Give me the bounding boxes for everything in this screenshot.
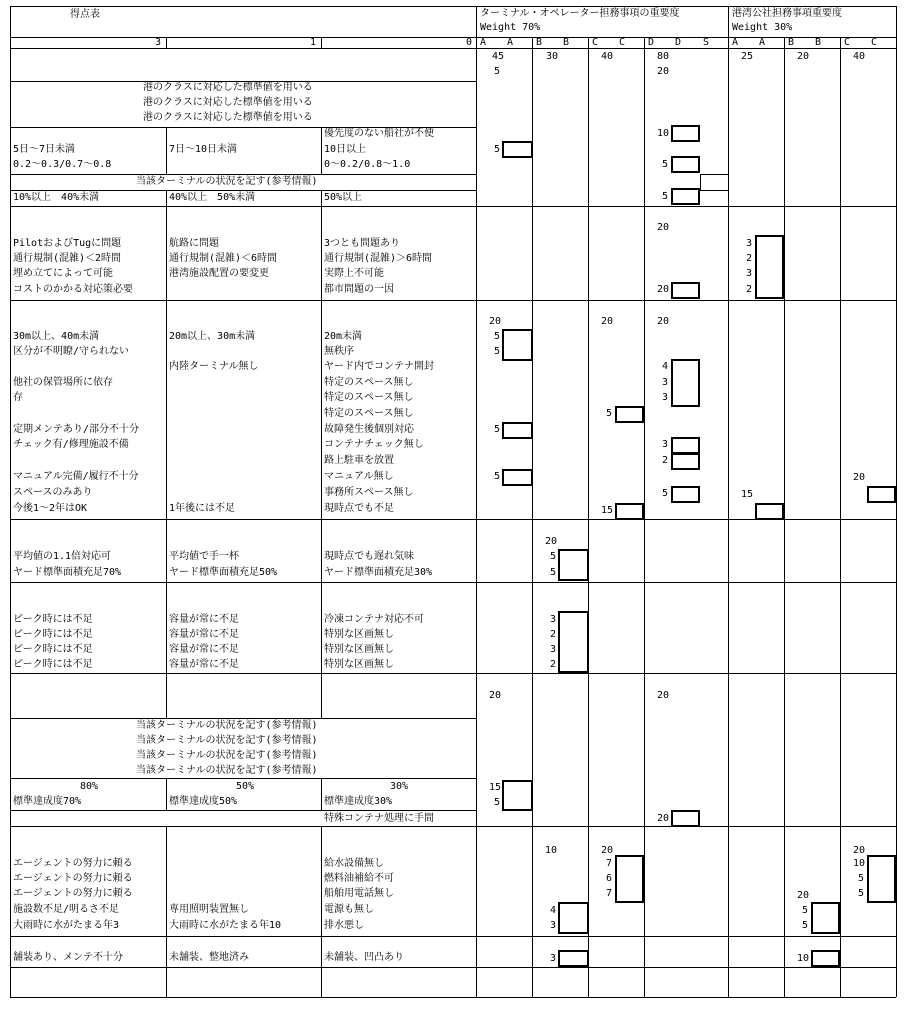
score-box[interactable] bbox=[558, 611, 589, 673]
criterion-score0: 給水設備無し bbox=[324, 858, 384, 869]
criterion-score1: 容量が常に不足 bbox=[169, 659, 239, 670]
grid-line bbox=[896, 6, 897, 997]
criterion-score3: チェック有/修理施設不備 bbox=[13, 439, 129, 450]
score-value: 20 bbox=[657, 66, 670, 77]
grid-line bbox=[321, 778, 322, 810]
criterion-score0: 未舗装、凹凸あり bbox=[324, 952, 404, 963]
criterion-score3: 埋め立てによって可能 bbox=[13, 268, 113, 279]
terminal-weight: Weight 70% bbox=[480, 22, 541, 33]
score-value: 5 bbox=[494, 346, 501, 357]
score-value: 3 bbox=[550, 920, 557, 931]
score-box[interactable] bbox=[671, 453, 700, 470]
score-value: 20 bbox=[657, 813, 670, 824]
score-box[interactable] bbox=[671, 188, 700, 205]
criterion-score0: 優先度のない船社が不便 bbox=[324, 128, 434, 139]
score-box[interactable] bbox=[558, 549, 589, 581]
score-label: 3 bbox=[155, 37, 162, 48]
criterion-score3: スペースのみあり bbox=[13, 487, 93, 498]
score-value: 15 bbox=[489, 782, 502, 793]
criterion-score0: 現時点でも遅れ気味 bbox=[324, 551, 414, 562]
score-value: 2 bbox=[746, 284, 753, 295]
score-label: 0 bbox=[466, 37, 473, 48]
score-value: 3 bbox=[746, 238, 753, 249]
grid-line bbox=[700, 190, 728, 191]
port-section-title: 港湾公社担務事項重要度 bbox=[732, 8, 842, 19]
grid-line bbox=[166, 206, 167, 713]
grade-label: C bbox=[871, 37, 878, 48]
score-value: 3 bbox=[662, 377, 669, 388]
score-box[interactable] bbox=[755, 503, 784, 520]
grid-line bbox=[10, 582, 896, 583]
grid-line bbox=[10, 300, 896, 301]
score-value: 5 bbox=[662, 159, 669, 170]
grid-line bbox=[166, 190, 167, 206]
score-value: 20 bbox=[489, 316, 502, 327]
score-value: 3 bbox=[550, 644, 557, 655]
score-box[interactable] bbox=[671, 156, 700, 173]
criterion-score3: ピーク時には不足 bbox=[13, 629, 93, 640]
grade-label: D bbox=[648, 37, 655, 48]
grid-line bbox=[10, 174, 476, 175]
score-value: 20 bbox=[657, 222, 670, 233]
criterion-score3: 大雨時に水がたまる年3 bbox=[13, 920, 120, 931]
score-value: 20 bbox=[601, 316, 614, 327]
grid-line bbox=[10, 206, 896, 207]
score-value: 5 bbox=[494, 471, 501, 482]
score-value: 20 bbox=[657, 316, 670, 327]
grid-line bbox=[10, 6, 896, 7]
score-value: 3 bbox=[662, 392, 669, 403]
grade-label: B bbox=[536, 37, 543, 48]
grid-line bbox=[476, 6, 477, 997]
grid-line bbox=[10, 6, 11, 997]
grade-label: A bbox=[507, 37, 514, 48]
criterion-score0: 事務所スペース無し bbox=[324, 487, 414, 498]
criterion-score1: 40%以上 50%未満 bbox=[169, 192, 256, 203]
score-value: 4 bbox=[550, 905, 557, 916]
grade-label: A bbox=[480, 37, 487, 48]
score-value: 40 bbox=[853, 51, 866, 62]
score-box[interactable] bbox=[615, 855, 644, 903]
criterion-score0: 特別な区画無し bbox=[324, 659, 394, 670]
grid-line bbox=[784, 37, 785, 997]
grid-line bbox=[10, 810, 476, 811]
score-value: 20 bbox=[489, 690, 502, 701]
criterion-score1: 大雨時に水がたまる年10 bbox=[169, 920, 282, 931]
port-weight: Weight 30% bbox=[732, 22, 793, 33]
score-box[interactable] bbox=[811, 950, 840, 967]
score-value: 20 bbox=[797, 890, 810, 901]
score-value: 5 bbox=[494, 66, 501, 77]
score-value: 6 bbox=[606, 873, 613, 884]
criterion-score0: 都市問題の一因 bbox=[324, 284, 394, 295]
score-value: 5 bbox=[550, 567, 557, 578]
grade-label: A bbox=[759, 37, 766, 48]
score-value: 15 bbox=[601, 505, 614, 516]
score-value: 5 bbox=[858, 888, 865, 899]
situation-note: 当該ターミナルの状況を記す(参考情報) bbox=[136, 720, 318, 731]
criterion-score3: 80% bbox=[80, 781, 99, 792]
criterion-score3: 他社の保管場所に依存 bbox=[13, 377, 113, 388]
grid-line bbox=[532, 37, 533, 997]
grid-line bbox=[321, 673, 322, 718]
score-value: 2 bbox=[550, 659, 557, 670]
criterion-score1: 港湾施設配置の要変更 bbox=[169, 268, 269, 279]
criterion-score0: マニュアル無し bbox=[324, 471, 394, 482]
criterion-score3: マニュアル完備/履行不十分 bbox=[13, 471, 139, 482]
score-value: 7 bbox=[606, 888, 613, 899]
criterion-score3: ピーク時には不足 bbox=[13, 644, 93, 655]
situation-note: 当該ターミナルの状況を記す(参考情報) bbox=[136, 765, 318, 776]
score-box[interactable] bbox=[671, 359, 700, 407]
grid-line bbox=[321, 206, 322, 713]
criterion-score3: PilotおよびTugに問題 bbox=[13, 238, 122, 249]
criterion-score3: 存 bbox=[13, 392, 23, 403]
grid-line bbox=[321, 37, 322, 48]
score-value: 5 bbox=[802, 920, 809, 931]
score-value: 3 bbox=[550, 953, 557, 964]
criterion-score3: エージェントの努力に頼る bbox=[13, 888, 133, 899]
score-value: 5 bbox=[494, 331, 501, 342]
criterion-score0: 標準達成度30% bbox=[324, 796, 393, 807]
grid-line bbox=[10, 997, 896, 998]
score-value: 10 bbox=[545, 845, 558, 856]
criterion-score3: 平均値の1.1倍対応可 bbox=[13, 551, 112, 562]
grid-line bbox=[10, 673, 896, 674]
criterion-score1: 平均値で手一杯 bbox=[169, 551, 239, 562]
situation-note: 当該ターミナルの状況を記す(参考情報) bbox=[136, 176, 318, 187]
score-value: 20 bbox=[601, 845, 614, 856]
criterion-score0: 故障発生後個別対応 bbox=[324, 424, 414, 435]
criterion-score3: 10%以上 40%未満 bbox=[13, 192, 100, 203]
criterion-score0: 特定のスペース無し bbox=[324, 377, 414, 388]
criterion-score0: 排水悪し bbox=[324, 920, 364, 931]
score-value: 10 bbox=[797, 953, 810, 964]
situation-note: 当該ターミナルの状況を記す(参考情報) bbox=[136, 735, 318, 746]
criterion-score0: ヤード標準面積充足30% bbox=[324, 567, 433, 578]
score-value: 5 bbox=[662, 191, 669, 202]
criterion-score3: 施設数不足/明るさ不足 bbox=[13, 904, 120, 915]
grid-line bbox=[321, 127, 322, 174]
score-value: 5 bbox=[494, 797, 501, 808]
criterion-score3: 今後1～2年はOK bbox=[13, 503, 88, 514]
grid-line bbox=[10, 718, 476, 719]
score-box[interactable] bbox=[671, 486, 700, 503]
score-value: 15 bbox=[741, 489, 754, 500]
grid-line bbox=[166, 778, 167, 810]
criterion-score0: 通行規制(混雑)＞6時間 bbox=[324, 253, 433, 264]
criterion-score0: 現時点でも不足 bbox=[324, 503, 394, 514]
criterion-score3: コストのかかる対応策必要 bbox=[13, 284, 133, 295]
score-box[interactable] bbox=[671, 437, 700, 454]
score-value: 40 bbox=[601, 51, 614, 62]
score-value: 5 bbox=[550, 551, 557, 562]
criterion-score0: コンテナチェック無し bbox=[324, 439, 424, 450]
score-box[interactable] bbox=[615, 503, 644, 520]
score-value: 20 bbox=[657, 690, 670, 701]
score-value: 5 bbox=[662, 488, 669, 499]
criterion-score3: 区分が不明瞭/守られない bbox=[13, 346, 130, 357]
grid-line bbox=[321, 826, 322, 997]
criterion-score0: 路上駐車を放置 bbox=[324, 455, 394, 466]
criterion-score0: 無秩序 bbox=[324, 346, 354, 357]
score-value: 3 bbox=[550, 614, 557, 625]
criterion-score3: 0.2～0.3/0.7～0.8 bbox=[13, 159, 112, 170]
score-value: 20 bbox=[545, 536, 558, 547]
sheet-title: 得点表 bbox=[70, 9, 100, 20]
criterion-score0: 30% bbox=[390, 781, 409, 792]
grid-line bbox=[10, 826, 896, 827]
grid-line bbox=[840, 37, 841, 997]
score-box[interactable] bbox=[811, 902, 840, 934]
grid-line bbox=[10, 190, 476, 191]
score-value: 5 bbox=[494, 144, 501, 155]
criterion-score0: 実際上不可能 bbox=[324, 268, 384, 279]
grid-line bbox=[700, 174, 701, 190]
criterion-score1: 50% bbox=[236, 781, 255, 792]
score-value: 10 bbox=[853, 858, 866, 869]
criterion-score1: 標準達成度50% bbox=[169, 796, 238, 807]
grid-line bbox=[166, 127, 167, 174]
criterion-score0: 3つとも問題あり bbox=[324, 238, 401, 249]
grade-label: D bbox=[675, 37, 682, 48]
score-box[interactable] bbox=[867, 855, 896, 903]
score-value: 5 bbox=[494, 424, 501, 435]
grade-label: B bbox=[815, 37, 822, 48]
criterion-score3: エージェントの努力に頼る bbox=[13, 858, 133, 869]
score-value: 20 bbox=[797, 51, 810, 62]
score-box[interactable] bbox=[502, 141, 533, 158]
score-box[interactable] bbox=[558, 902, 589, 934]
criterion-score0: 特定のスペース無し bbox=[324, 408, 414, 419]
criterion-score0: 特別な区画無し bbox=[324, 644, 394, 655]
criterion-score3: 標準達成度70% bbox=[13, 796, 82, 807]
grade-label: A bbox=[732, 37, 739, 48]
criterion-score1: 容量が常に不足 bbox=[169, 629, 239, 640]
score-value: 2 bbox=[746, 253, 753, 264]
score-value: 5 bbox=[802, 905, 809, 916]
criterion-score3: エージェントの努力に頼る bbox=[13, 873, 133, 884]
criterion-score1: 内陸ターミナル無し bbox=[169, 361, 259, 372]
score-box[interactable] bbox=[558, 950, 589, 967]
grid-line bbox=[10, 778, 476, 779]
criterion-score0: 冷凍コンテナ対応不可 bbox=[324, 614, 424, 625]
score-value: 10 bbox=[657, 128, 670, 139]
score-value: 2 bbox=[550, 629, 557, 640]
criterion-score1: 容量が常に不足 bbox=[169, 644, 239, 655]
criterion-score1: 通行規制(混雑)＜6時間 bbox=[169, 253, 278, 264]
score-value: 20 bbox=[853, 845, 866, 856]
port-class-note: 港のクラスに対応した標準値を用いる bbox=[143, 112, 313, 123]
criterion-score3: ピーク時には不足 bbox=[13, 659, 93, 670]
score-value: 80 bbox=[657, 51, 670, 62]
criterion-score1: 未舗装、整地済み bbox=[169, 952, 249, 963]
grid-line bbox=[644, 37, 645, 997]
terminal-section-title: ターミナル・オペレーター担務事項の重要度 bbox=[480, 8, 680, 19]
grade-label: S bbox=[703, 37, 710, 48]
score-value: 3 bbox=[746, 268, 753, 279]
score-value: 2 bbox=[662, 455, 669, 466]
score-box[interactable] bbox=[671, 282, 700, 299]
criterion-score3: 通行規制(混雑)＜2時間 bbox=[13, 253, 122, 264]
criterion-score3: ピーク時には不足 bbox=[13, 614, 93, 625]
criterion-score0: 船舶用電話無し bbox=[324, 888, 394, 899]
score-value: 20 bbox=[657, 284, 670, 295]
criterion-score3: 定期メンテあり/部分不十分 bbox=[13, 424, 140, 435]
grade-label: B bbox=[788, 37, 795, 48]
score-value: 25 bbox=[741, 51, 754, 62]
score-box[interactable] bbox=[867, 486, 896, 503]
grid-line bbox=[10, 967, 896, 968]
criterion-score0: 特殊コンテナ処理に手間 bbox=[324, 813, 434, 824]
grid-line bbox=[166, 826, 167, 997]
criterion-score0: 0～0.2/0.8～1.0 bbox=[324, 159, 411, 170]
criterion-score3: 5日～7日未満 bbox=[13, 144, 76, 155]
criterion-score0: 50%以上 bbox=[324, 192, 363, 203]
score-box[interactable] bbox=[671, 125, 700, 142]
criterion-score1: 20m以上、30m未満 bbox=[169, 331, 256, 342]
score-value: 3 bbox=[662, 439, 669, 450]
grade-label: C bbox=[844, 37, 851, 48]
score-label: 1 bbox=[310, 37, 317, 48]
situation-note: 当該ターミナルの状況を記す(参考情報) bbox=[136, 750, 318, 761]
score-box[interactable] bbox=[502, 469, 533, 486]
port-class-note: 港のクラスに対応した標準値を用いる bbox=[143, 97, 313, 108]
criterion-score3: 30m以上、40m未満 bbox=[13, 331, 100, 342]
criterion-score1: 容量が常に不足 bbox=[169, 614, 239, 625]
score-box[interactable] bbox=[755, 235, 784, 299]
score-value: 20 bbox=[853, 472, 866, 483]
criterion-score1: 1年後には不足 bbox=[169, 503, 236, 514]
score-value: 45 bbox=[492, 51, 505, 62]
port-class-note: 港のクラスに対応した標準値を用いる bbox=[143, 82, 313, 93]
grid-line bbox=[166, 673, 167, 718]
grade-label: B bbox=[563, 37, 570, 48]
criterion-score1: ヤード標準面積充足50% bbox=[169, 567, 278, 578]
criterion-score0: 電源も無し bbox=[324, 904, 374, 915]
score-value: 5 bbox=[606, 408, 613, 419]
grid-line bbox=[321, 190, 322, 206]
score-box[interactable] bbox=[502, 329, 533, 361]
score-value: 30 bbox=[546, 51, 559, 62]
criterion-score0: 特別な区画無し bbox=[324, 629, 394, 640]
grid-line bbox=[10, 936, 896, 937]
score-value: 4 bbox=[662, 361, 669, 372]
criterion-score3: ヤード標準面積充足70% bbox=[13, 567, 122, 578]
criterion-score1: 航路に問題 bbox=[169, 238, 219, 249]
criterion-score0: 特定のスペース無し bbox=[324, 392, 414, 403]
grid-line bbox=[700, 174, 728, 175]
criterion-score0: ヤード内でコンテナ開封 bbox=[324, 361, 434, 372]
grid-line bbox=[588, 37, 589, 997]
grid-line bbox=[166, 37, 167, 48]
criterion-score0: 燃料油補給不可 bbox=[324, 873, 394, 884]
grade-label: C bbox=[592, 37, 599, 48]
criterion-score0: 20m未満 bbox=[324, 331, 363, 342]
score-box[interactable] bbox=[502, 422, 533, 439]
grade-label: C bbox=[619, 37, 626, 48]
score-box[interactable] bbox=[502, 780, 533, 811]
score-value: 7 bbox=[606, 858, 613, 869]
criterion-score1: 7日～10日未満 bbox=[169, 144, 238, 155]
score-box[interactable] bbox=[671, 810, 700, 827]
score-box[interactable] bbox=[615, 406, 644, 423]
grid-line bbox=[728, 6, 729, 997]
criterion-score0: 10日以上 bbox=[324, 144, 367, 155]
score-value: 5 bbox=[858, 873, 865, 884]
criterion-score3: 舗装あり、メンテ不十分 bbox=[13, 952, 123, 963]
criterion-score1: 専用照明装置無し bbox=[169, 904, 249, 915]
